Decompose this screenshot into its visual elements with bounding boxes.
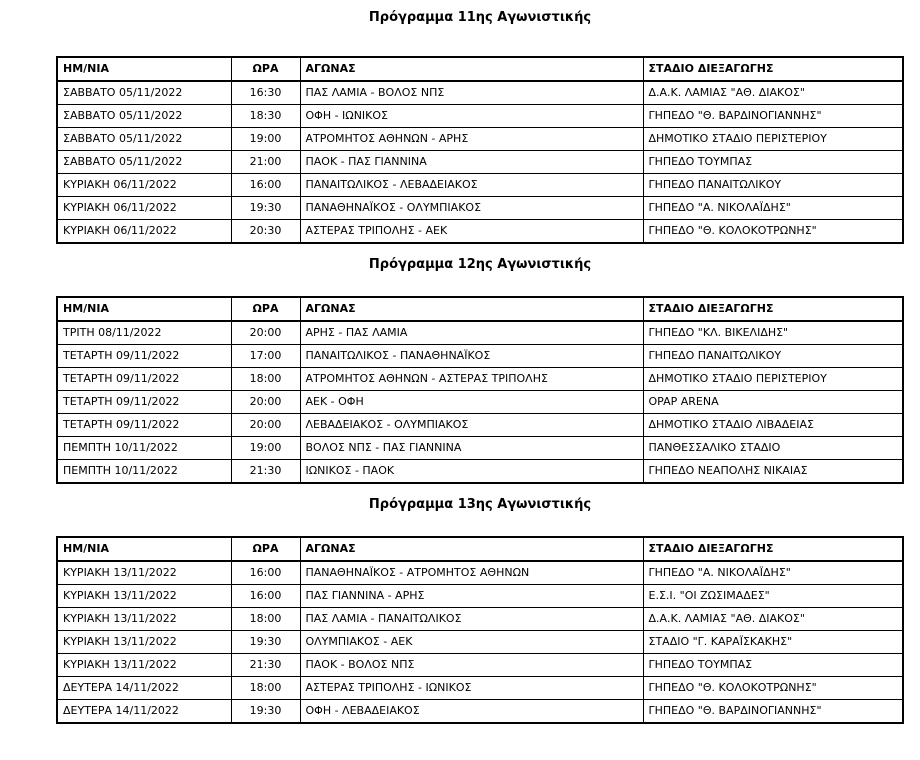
- table-row: [57, 368, 903, 391]
- table-row: [57, 414, 903, 437]
- column-header-stadium: ΣΤΑΔΙΟ ΔΙΕΞΑΓΩΓΗΣ: [643, 297, 903, 321]
- matchday-11-title: Πρόγραμμα 11ης Αγωνιστικής: [368, 10, 592, 25]
- match-time: 20:00: [231, 414, 300, 437]
- match-time: 19:30: [231, 197, 300, 220]
- match-time: 16:00: [231, 561, 300, 585]
- column-header-time: ΩΡΑ: [231, 537, 300, 561]
- table-row: [57, 654, 903, 677]
- match-teams: ΠΑΝΑΙΤΩΛΙΚΟΣ - ΠΑΝΑΘΗΝΑΪΚΟΣ: [300, 345, 643, 368]
- table-row: [57, 174, 903, 197]
- match-teams: ΠΑΝΑΘΗΝΑΪΚΟΣ - ΟΛΥΜΠΙΑΚΟΣ: [300, 197, 643, 220]
- table-row: [57, 81, 903, 105]
- match-date: ΤΕΤΑΡΤΗ 09/11/2022: [57, 414, 231, 437]
- match-teams: ΑΡΗΣ - ΠΑΣ ΛΑΜΙΑ: [300, 321, 643, 345]
- match-date: ΚΥΡΙΑΚΗ 13/11/2022: [57, 561, 231, 585]
- table-row: [57, 700, 903, 724]
- match-time: 19:00: [231, 437, 300, 460]
- match-stadium: ΓΗΠΕΔΟ ΤΟΥΜΠΑΣ: [643, 654, 903, 677]
- match-stadium: ΓΗΠΕΔΟ ΝΕΑΠΟΛΗΣ ΝΙΚΑΙΑΣ: [643, 460, 903, 484]
- match-time: 20:00: [231, 391, 300, 414]
- table-row: [57, 128, 903, 151]
- match-teams: ΟΦΗ - ΙΩΝΙΚΟΣ: [300, 105, 643, 128]
- match-teams: ΠΑΣ ΓΙΑΝΝΙΝΑ - ΑΡΗΣ: [300, 585, 643, 608]
- matchday-13-header-row: [57, 537, 903, 561]
- column-header-time: ΩΡΑ: [231, 57, 300, 81]
- matchday-13-table: [56, 536, 904, 724]
- match-date: ΣΑΒΒΑΤΟ 05/11/2022: [57, 128, 231, 151]
- match-time: 20:00: [231, 321, 300, 345]
- match-date: ΤΡΙΤΗ 08/11/2022: [57, 321, 231, 345]
- match-stadium: ΓΗΠΕΔΟ "Α. ΝΙΚΟΛΑΪΔΗΣ": [643, 197, 903, 220]
- match-teams: ΑΕΚ - ΟΦΗ: [300, 391, 643, 414]
- match-date: ΚΥΡΙΑΚΗ 13/11/2022: [57, 654, 231, 677]
- column-header-stadium: ΣΤΑΔΙΟ ΔΙΕΞΑΓΩΓΗΣ: [643, 57, 903, 81]
- table-row: [57, 677, 903, 700]
- match-stadium: ΣΤΑΔΙΟ "Γ. ΚΑΡΑΪΣΚΑΚΗΣ": [643, 631, 903, 654]
- match-date: ΚΥΡΙΑΚΗ 13/11/2022: [57, 585, 231, 608]
- match-stadium: ΓΗΠΕΔΟ ΠΑΝΑΙΤΩΛΙΚΟΥ: [643, 345, 903, 368]
- match-stadium: ΔΗΜΟΤΙΚΟ ΣΤΑΔΙΟ ΠΕΡΙΣΤΕΡΙΟΥ: [643, 128, 903, 151]
- matchday-11-table: [56, 56, 904, 244]
- match-stadium: Δ.Α.Κ. ΛΑΜΙΑΣ "ΑΘ. ΔΙΑΚΟΣ": [643, 81, 903, 105]
- column-header-date: ΗΜ/ΝΙΑ: [57, 57, 231, 81]
- match-time: 21:30: [231, 460, 300, 484]
- table-row: [57, 321, 903, 345]
- match-teams: ΙΩΝΙΚΟΣ - ΠΑΟΚ: [300, 460, 643, 484]
- match-teams: ΠΑΝΑΙΤΩΛΙΚΟΣ - ΛΕΒΑΔΕΙΑΚΟΣ: [300, 174, 643, 197]
- match-stadium: ΓΗΠΕΔΟ "Θ. ΒΑΡΔΙΝΟΓΙΑΝΝΗΣ": [643, 700, 903, 724]
- matchday-12-header-row: [57, 297, 903, 321]
- column-header-time: ΩΡΑ: [231, 297, 300, 321]
- match-date: ΚΥΡΙΑΚΗ 13/11/2022: [57, 608, 231, 631]
- match-time: 16:00: [231, 585, 300, 608]
- match-teams: ΠΑΟΚ - ΠΑΣ ΓΙΑΝΝΙΝΑ: [300, 151, 643, 174]
- match-teams: ΟΛΥΜΠΙΑΚΟΣ - ΑΕΚ: [300, 631, 643, 654]
- match-date: ΚΥΡΙΑΚΗ 06/11/2022: [57, 197, 231, 220]
- table-row: [57, 197, 903, 220]
- match-time: 21:00: [231, 151, 300, 174]
- match-time: 19:30: [231, 700, 300, 724]
- match-stadium: ΓΗΠΕΔΟ "Θ. ΚΟΛΟΚΟΤΡΩΝΗΣ": [643, 677, 903, 700]
- match-stadium: Δ.Α.Κ. ΛΑΜΙΑΣ "ΑΘ. ΔΙΑΚΟΣ": [643, 608, 903, 631]
- match-teams: ΑΣΤΕΡΑΣ ΤΡΙΠΟΛΗΣ - ΑΕΚ: [300, 220, 643, 244]
- match-time: 18:00: [231, 608, 300, 631]
- match-date: ΠΕΜΠΤΗ 10/11/2022: [57, 460, 231, 484]
- match-stadium: ΓΗΠΕΔΟ "Θ. ΚΟΛΟΚΟΤΡΩΝΗΣ": [643, 220, 903, 244]
- match-stadium: Ε.Σ.Ι. "ΟΙ ΖΩΣΙΜΑΔΕΣ": [643, 585, 903, 608]
- match-stadium: ΠΑΝΘΕΣΣΑΛΙΚΟ ΣΤΑΔΙΟ: [643, 437, 903, 460]
- match-stadium: ΓΗΠΕΔΟ "Α. ΝΙΚΟΛΑΪΔΗΣ": [643, 561, 903, 585]
- table-row: [57, 437, 903, 460]
- column-header-match: ΑΓΩΝΑΣ: [300, 57, 643, 81]
- match-date: ΤΕΤΑΡΤΗ 09/11/2022: [57, 391, 231, 414]
- match-teams: ΠΑΟΚ - ΒΟΛΟΣ ΝΠΣ: [300, 654, 643, 677]
- match-time: 18:30: [231, 105, 300, 128]
- table-row: [57, 561, 903, 585]
- match-teams: ΒΟΛΟΣ ΝΠΣ - ΠΑΣ ΓΙΑΝΝΙΝΑ: [300, 437, 643, 460]
- matchday-12-title: Πρόγραμμα 12ης Αγωνιστικής: [368, 257, 592, 272]
- match-date: ΤΕΤΑΡΤΗ 09/11/2022: [57, 345, 231, 368]
- column-header-stadium: ΣΤΑΔΙΟ ΔΙΕΞΑΓΩΓΗΣ: [643, 537, 903, 561]
- match-time: 20:30: [231, 220, 300, 244]
- match-time: 17:00: [231, 345, 300, 368]
- match-stadium: ΔΗΜΟΤΙΚΟ ΣΤΑΔΙΟ ΠΕΡΙΣΤΕΡΙΟΥ: [643, 368, 903, 391]
- column-header-date: ΗΜ/ΝΙΑ: [57, 297, 231, 321]
- match-teams: ΠΑΣ ΛΑΜΙΑ - ΒΟΛΟΣ ΝΠΣ: [300, 81, 643, 105]
- column-header-date: ΗΜ/ΝΙΑ: [57, 537, 231, 561]
- table-row: [57, 151, 903, 174]
- column-header-match: ΑΓΩΝΑΣ: [300, 537, 643, 561]
- match-date: ΣΑΒΒΑΤΟ 05/11/2022: [57, 81, 231, 105]
- match-date: ΚΥΡΙΑΚΗ 06/11/2022: [57, 220, 231, 244]
- table-row: [57, 460, 903, 484]
- match-teams: ΑΤΡΟΜΗΤΟΣ ΑΘΗΝΩΝ - ΑΡΗΣ: [300, 128, 643, 151]
- match-teams: ΛΕΒΑΔΕΙΑΚΟΣ - ΟΛΥΜΠΙΑΚΟΣ: [300, 414, 643, 437]
- table-row: [57, 220, 903, 244]
- match-teams: ΑΣΤΕΡΑΣ ΤΡΙΠΟΛΗΣ - ΙΩΝΙΚΟΣ: [300, 677, 643, 700]
- match-stadium: ΓΗΠΕΔΟ ΤΟΥΜΠΑΣ: [643, 151, 903, 174]
- matchday-13-title: Πρόγραμμα 13ης Αγωνιστικής: [368, 497, 592, 512]
- match-date: ΠΕΜΠΤΗ 10/11/2022: [57, 437, 231, 460]
- match-date: ΚΥΡΙΑΚΗ 13/11/2022: [57, 631, 231, 654]
- match-time: 19:00: [231, 128, 300, 151]
- table-row: [57, 608, 903, 631]
- match-stadium: OPAP ARENA: [643, 391, 903, 414]
- match-time: 16:00: [231, 174, 300, 197]
- match-time: 21:30: [231, 654, 300, 677]
- matchday-12-table: [56, 296, 904, 484]
- match-date: ΚΥΡΙΑΚΗ 06/11/2022: [57, 174, 231, 197]
- match-teams: ΑΤΡΟΜΗΤΟΣ ΑΘΗΝΩΝ - ΑΣΤΕΡΑΣ ΤΡΙΠΟΛΗΣ: [300, 368, 643, 391]
- table-row: [57, 631, 903, 654]
- match-date: ΔΕΥΤΕΡΑ 14/11/2022: [57, 677, 231, 700]
- table-row: [57, 585, 903, 608]
- match-stadium: ΔΗΜΟΤΙΚΟ ΣΤΑΔΙΟ ΛΙΒΑΔΕΙΑΣ: [643, 414, 903, 437]
- match-time: 19:30: [231, 631, 300, 654]
- match-date: ΔΕΥΤΕΡΑ 14/11/2022: [57, 700, 231, 724]
- match-time: 16:30: [231, 81, 300, 105]
- table-row: [57, 105, 903, 128]
- match-stadium: ΓΗΠΕΔΟ ΠΑΝΑΙΤΩΛΙΚΟΥ: [643, 174, 903, 197]
- match-date: ΣΑΒΒΑΤΟ 05/11/2022: [57, 151, 231, 174]
- matchday-11-header-row: [57, 57, 903, 81]
- match-stadium: ΓΗΠΕΔΟ "ΚΛ. ΒΙΚΕΛΙΔΗΣ": [643, 321, 903, 345]
- match-teams: ΠΑΝΑΘΗΝΑΪΚΟΣ - ΑΤΡΟΜΗΤΟΣ ΑΘΗΝΩΝ: [300, 561, 643, 585]
- column-header-match: ΑΓΩΝΑΣ: [300, 297, 643, 321]
- table-row: [57, 391, 903, 414]
- match-time: 18:00: [231, 677, 300, 700]
- match-date: ΤΕΤΑΡΤΗ 09/11/2022: [57, 368, 231, 391]
- match-stadium: ΓΗΠΕΔΟ "Θ. ΒΑΡΔΙΝΟΓΙΑΝΝΗΣ": [643, 105, 903, 128]
- match-time: 18:00: [231, 368, 300, 391]
- match-date: ΣΑΒΒΑΤΟ 05/11/2022: [57, 105, 231, 128]
- match-teams: ΟΦΗ - ΛΕΒΑΔΕΙΑΚΟΣ: [300, 700, 643, 724]
- table-row: [57, 345, 903, 368]
- match-teams: ΠΑΣ ΛΑΜΙΑ - ΠΑΝΑΙΤΩΛΙΚΟΣ: [300, 608, 643, 631]
